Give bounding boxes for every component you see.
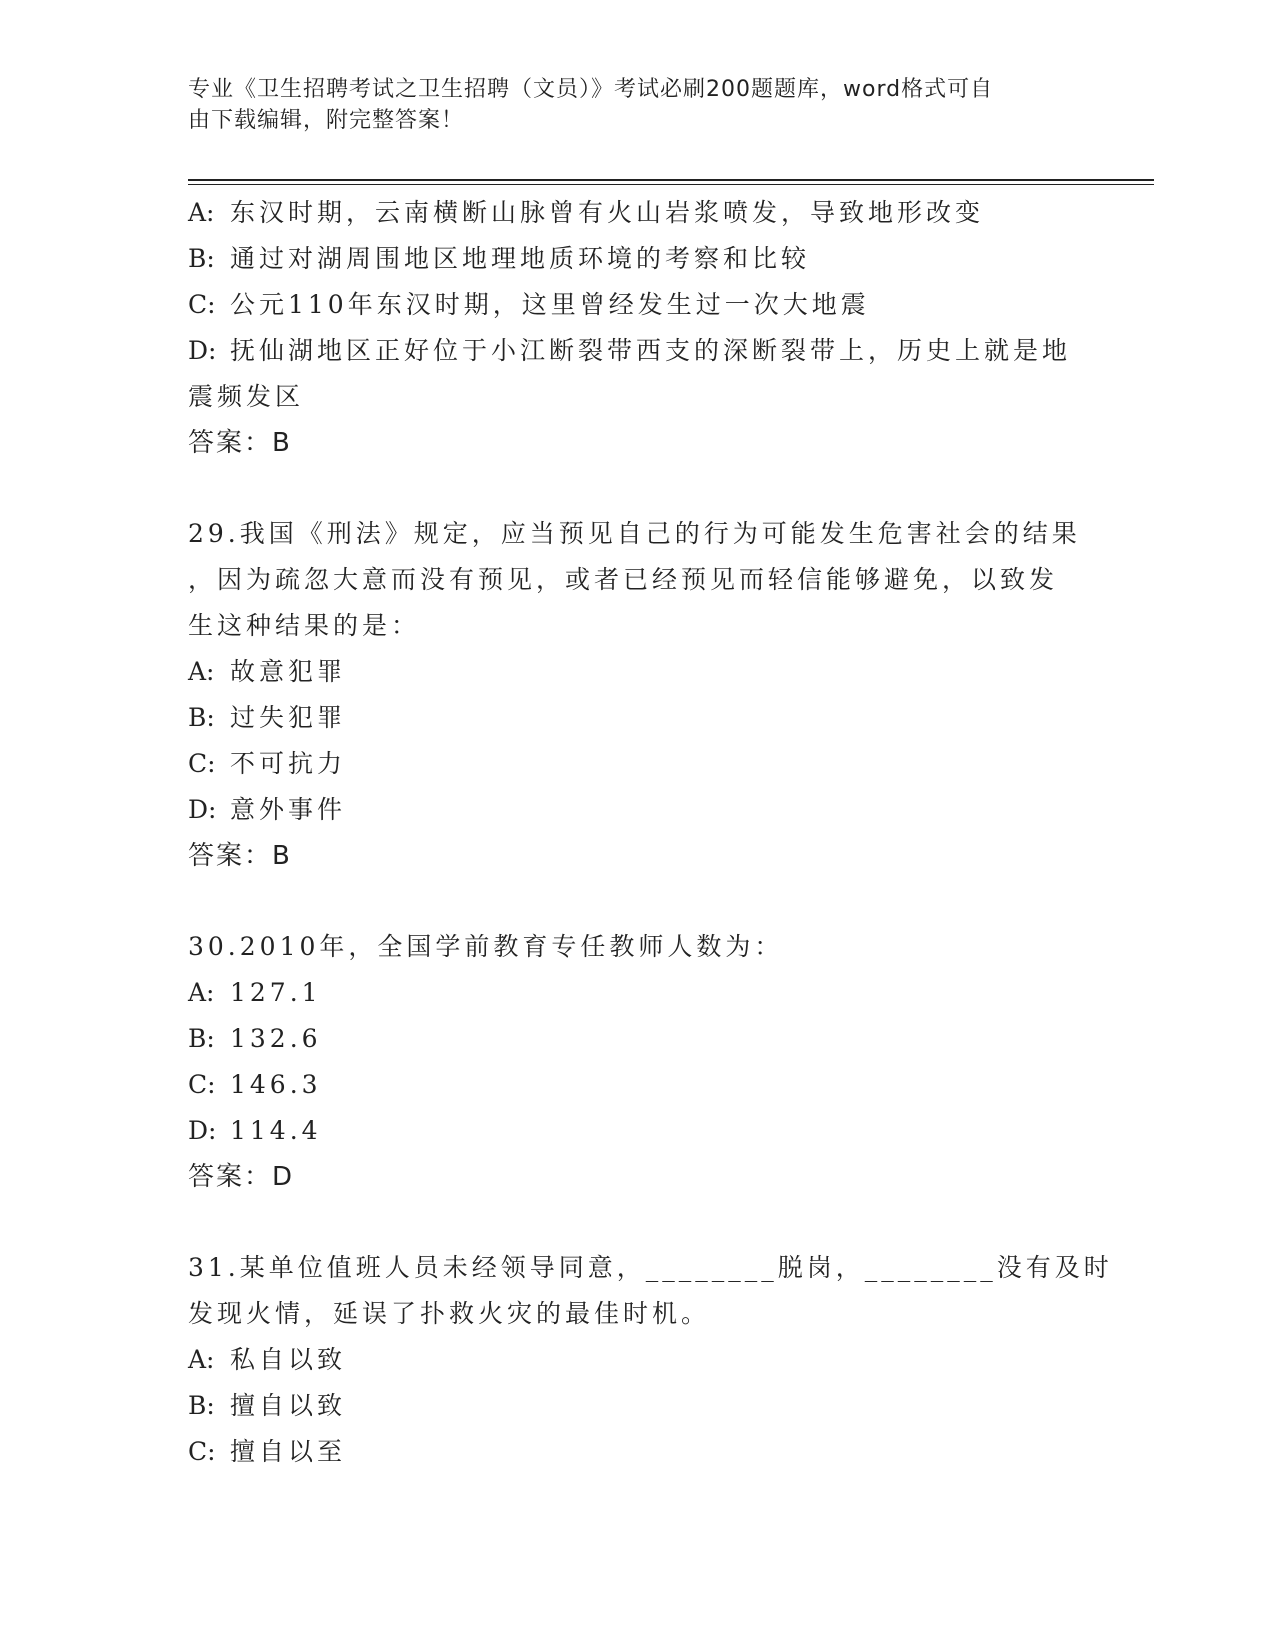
header-divider-thin [188,184,1154,185]
option-d-continued: 震频发区 [188,382,305,411]
option-key: C: [188,1070,216,1099]
option-text: 私自以致 [230,1345,347,1374]
option-text: 132.6 [230,1024,322,1053]
option-key: B: [188,244,215,273]
option-key: B: [188,1391,215,1420]
answer-label: 答案：B [188,428,292,458]
header-divider-thick [188,179,1154,181]
question-31 [188,1245,1113,1475]
header-line-2: 由下载编辑，附完整答案！ [188,108,465,133]
option-b [188,1383,1088,1429]
option-key: D: [188,336,217,365]
question-stem-line: ，因为疏忽大意而没有预见，或者已经预见而轻信能够避免，以致发 [188,565,1059,594]
question-29 [188,511,1088,879]
option-text: 不可抗力 [230,749,347,778]
option-key: A: [188,1345,215,1374]
option-text: 抚仙湖地区正好位于小江断裂带西支的深断裂带上，历史上就是地 [230,336,1072,365]
option-text: 东汉时期，云南横断山脉曾有火山岩浆喷发，导致地形改变 [230,198,985,227]
option-text: 擅自以致 [230,1391,347,1420]
option-a [188,649,1088,695]
option-text: 擅自以至 [230,1437,347,1466]
option-key: A: [188,978,215,1007]
option-b [188,1016,1088,1062]
option-text: 公元110年东汉时期，这里曾经发生过一次大地震 [230,290,870,319]
option-key: B: [188,703,215,732]
question-stem-line: 发现火情，延误了扑救火灾的最佳时机。 [188,1299,711,1328]
document-header [188,74,1068,136]
option-key: B: [188,1024,215,1053]
option-key: D: [188,795,217,824]
option-c [188,741,1088,787]
option-key: A: [188,657,215,686]
option-key: C: [188,290,216,319]
option-c [188,1429,1088,1475]
question-stem-line: 29.我国《刑法》规定，应当预见自己的行为可能发生危害社会的结果 [188,519,1081,548]
option-c [188,1062,1088,1108]
option-text: 过失犯罪 [230,703,347,732]
option-b [188,236,1088,282]
answer-label: 答案：B [188,841,292,871]
option-key: C: [188,749,216,778]
option-key: A: [188,198,215,227]
option-d [188,328,1088,374]
question-stem-line: 生这种结果的是： [188,611,421,640]
answer-label: 答案：D [188,1162,295,1192]
option-text: 114.4 [230,1116,322,1145]
option-text: 意外事件 [230,795,347,824]
option-a [188,190,1088,236]
question-stem-line: 31.某单位值班人员未经领导同意，________脱岗，________没有及时 [188,1253,1113,1282]
question-30 [188,924,1088,1200]
question-list [188,190,1113,1475]
option-key: C: [188,1437,216,1466]
option-d [188,787,1088,833]
option-text: 127.1 [230,978,322,1007]
option-d [188,1108,1088,1154]
header-line-1: 专业《卫生招聘考试之卫生招聘（文员）》考试必刷200题题库，word格式可自 [188,77,994,102]
option-text: 故意犯罪 [230,657,347,686]
option-a [188,1337,1088,1383]
option-text: 146.3 [230,1070,322,1099]
option-a [188,970,1088,1016]
option-key: D: [188,1116,217,1145]
question-stem-line: 30.2010年，全国学前教育专任教师人数为： [188,932,784,961]
question-28-continuation [188,190,1088,466]
option-text: 通过对湖周围地区地理地质环境的考察和比较 [230,244,811,273]
option-b [188,695,1088,741]
option-c [188,282,1088,328]
